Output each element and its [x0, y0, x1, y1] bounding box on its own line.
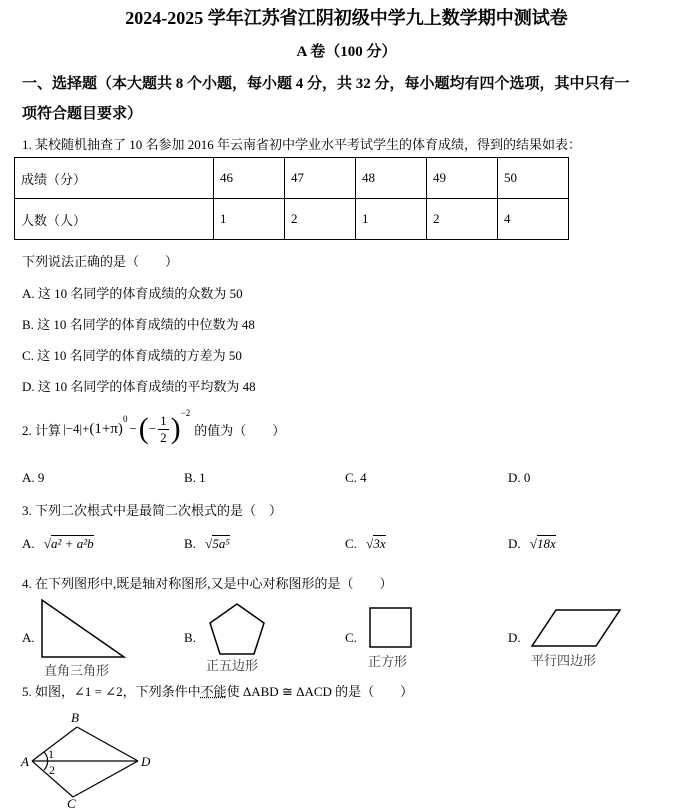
table-cell: 成绩（分）	[15, 158, 214, 199]
q2-plus: +	[82, 421, 90, 436]
q5-stem-pre: 5. 如图，∠1 = ∠2，下列条件中	[22, 684, 201, 699]
q3-option-a	[22, 536, 94, 552]
q2-left-paren: (	[138, 412, 149, 445]
q4-option-c-caption: 正方形	[368, 654, 408, 669]
table-cell: 47	[285, 158, 356, 199]
q4-option-d-label: D.	[508, 630, 521, 645]
q5-stem-emphasis: 不能	[200, 684, 227, 699]
sqrt-icon: √	[43, 536, 52, 551]
triangle-diagram	[16, 708, 166, 808]
q1-option-b: B. 这 10 名同学的体育成绩的中位数为 48	[22, 317, 255, 332]
q2-frac-sign: −	[148, 421, 157, 436]
radicand: 3x	[373, 536, 386, 551]
q2-option-b: B. 1	[184, 470, 206, 485]
page-title: 2024-2025 学年江苏省江阴初级中学九上数学期中测试卷	[125, 8, 568, 28]
table-cell: 4	[498, 199, 569, 240]
table-cell: 1	[214, 199, 285, 240]
table-cell: 50	[498, 158, 569, 199]
q4-option-b-caption: 正五边形	[206, 658, 259, 673]
radicand: 5a⁵	[212, 536, 230, 551]
q5-stem	[22, 681, 413, 700]
table-cell: 46	[214, 158, 285, 199]
table-row	[15, 158, 569, 199]
q2-fraction	[158, 413, 169, 445]
q1-option-d: D. 这 10 名同学的体育成绩的平均数为 48	[22, 379, 256, 394]
q2-power-base: (1+π)	[89, 420, 123, 437]
q4-option-b-label: B.	[184, 630, 196, 645]
sqrt-icon: √	[529, 536, 538, 551]
q4-option-a-label: A.	[22, 630, 35, 645]
option-label: C.	[345, 536, 357, 551]
table-cell: 49	[427, 158, 498, 199]
q3-option-c	[345, 536, 386, 552]
q1-option-c: C. 这 10 名同学的体育成绩的方差为 50	[22, 348, 242, 363]
q4-option-a-caption: 直角三角形	[44, 663, 110, 678]
section-heading-line1: 一、选择题（本大题共 8 个小题，每小题 4 分，共 32 分，每小题均有四个选项，其中只有一	[22, 76, 630, 92]
q2-option-c: C. 4	[345, 470, 367, 485]
radicand: a² + a²b	[51, 536, 94, 551]
table-cell: 2	[427, 199, 498, 240]
q1-option-a: A. 这 10 名同学的体育成绩的众数为 50	[22, 286, 243, 301]
q3-option-b	[184, 536, 230, 552]
option-label: A.	[22, 536, 35, 551]
q2-abs-expr: |−4|	[63, 421, 83, 436]
q1-prompt: 下列说法正确的是（ ）	[22, 254, 179, 269]
option-label: B.	[184, 536, 196, 551]
angle-2-label: 2	[49, 763, 55, 777]
table-cell: 2	[285, 199, 356, 240]
q2-denominator: 2	[160, 429, 167, 445]
q5-stem-post: 使 ΔABD ≅ ΔACD 的是（ ）	[226, 684, 414, 699]
option-label: D.	[508, 536, 521, 551]
table-cell: 1	[356, 199, 427, 240]
right-triangle-shape	[38, 597, 128, 661]
table-row	[15, 199, 569, 240]
sqrt-icon: √	[366, 536, 374, 551]
table-cell: 人数（人）	[15, 199, 214, 240]
q2-zero-exponent: 0	[122, 414, 128, 424]
q2-suffix: 的值为（ ）	[194, 422, 286, 438]
score-table	[14, 157, 569, 240]
angle-1-label: 1	[48, 747, 54, 761]
point-d-label: D	[141, 754, 151, 769]
q4-stem: 4. 在下列图形中,既是轴对称图形,又是中心对称图形的是（ ）	[22, 576, 393, 591]
table-cell: 48	[356, 158, 427, 199]
paper-subtitle: A 卷（100 分）	[296, 44, 397, 60]
q1-stem: 1. 某校随机抽查了 10 名参加 2016 年云南省初中学业水平考试学生的体育成绩，得到的结果如表：	[22, 137, 582, 152]
q2-prefix: 2. 计算	[22, 422, 62, 438]
regular-pentagon-shape	[208, 602, 266, 656]
q2-stem	[22, 406, 285, 452]
q2-minus: −	[129, 421, 137, 436]
q4-option-c-label: C.	[345, 630, 357, 645]
point-b-label: B	[71, 710, 79, 725]
parallelogram-shape	[530, 608, 622, 648]
q2-option-a: A. 9	[22, 470, 45, 485]
q3-stem: 3. 下列二次根式中是最简二次根式的是（ ）	[22, 503, 283, 518]
q2-neg-exponent: −2	[180, 408, 191, 418]
q2-numerator: 1	[160, 412, 167, 428]
q3-option-d	[508, 536, 556, 552]
section-heading-line2: 项符合题目要求）	[22, 106, 143, 122]
radicand: 18x	[537, 536, 556, 551]
sqrt-icon: √	[205, 536, 213, 551]
square-shape	[369, 607, 413, 649]
q2-right-paren: )	[170, 412, 181, 445]
point-c-label: C	[67, 796, 76, 808]
q2-option-d: D. 0	[508, 470, 531, 485]
point-a-label: A	[21, 754, 29, 769]
q4-option-d-caption: 平行四边形	[531, 653, 597, 668]
